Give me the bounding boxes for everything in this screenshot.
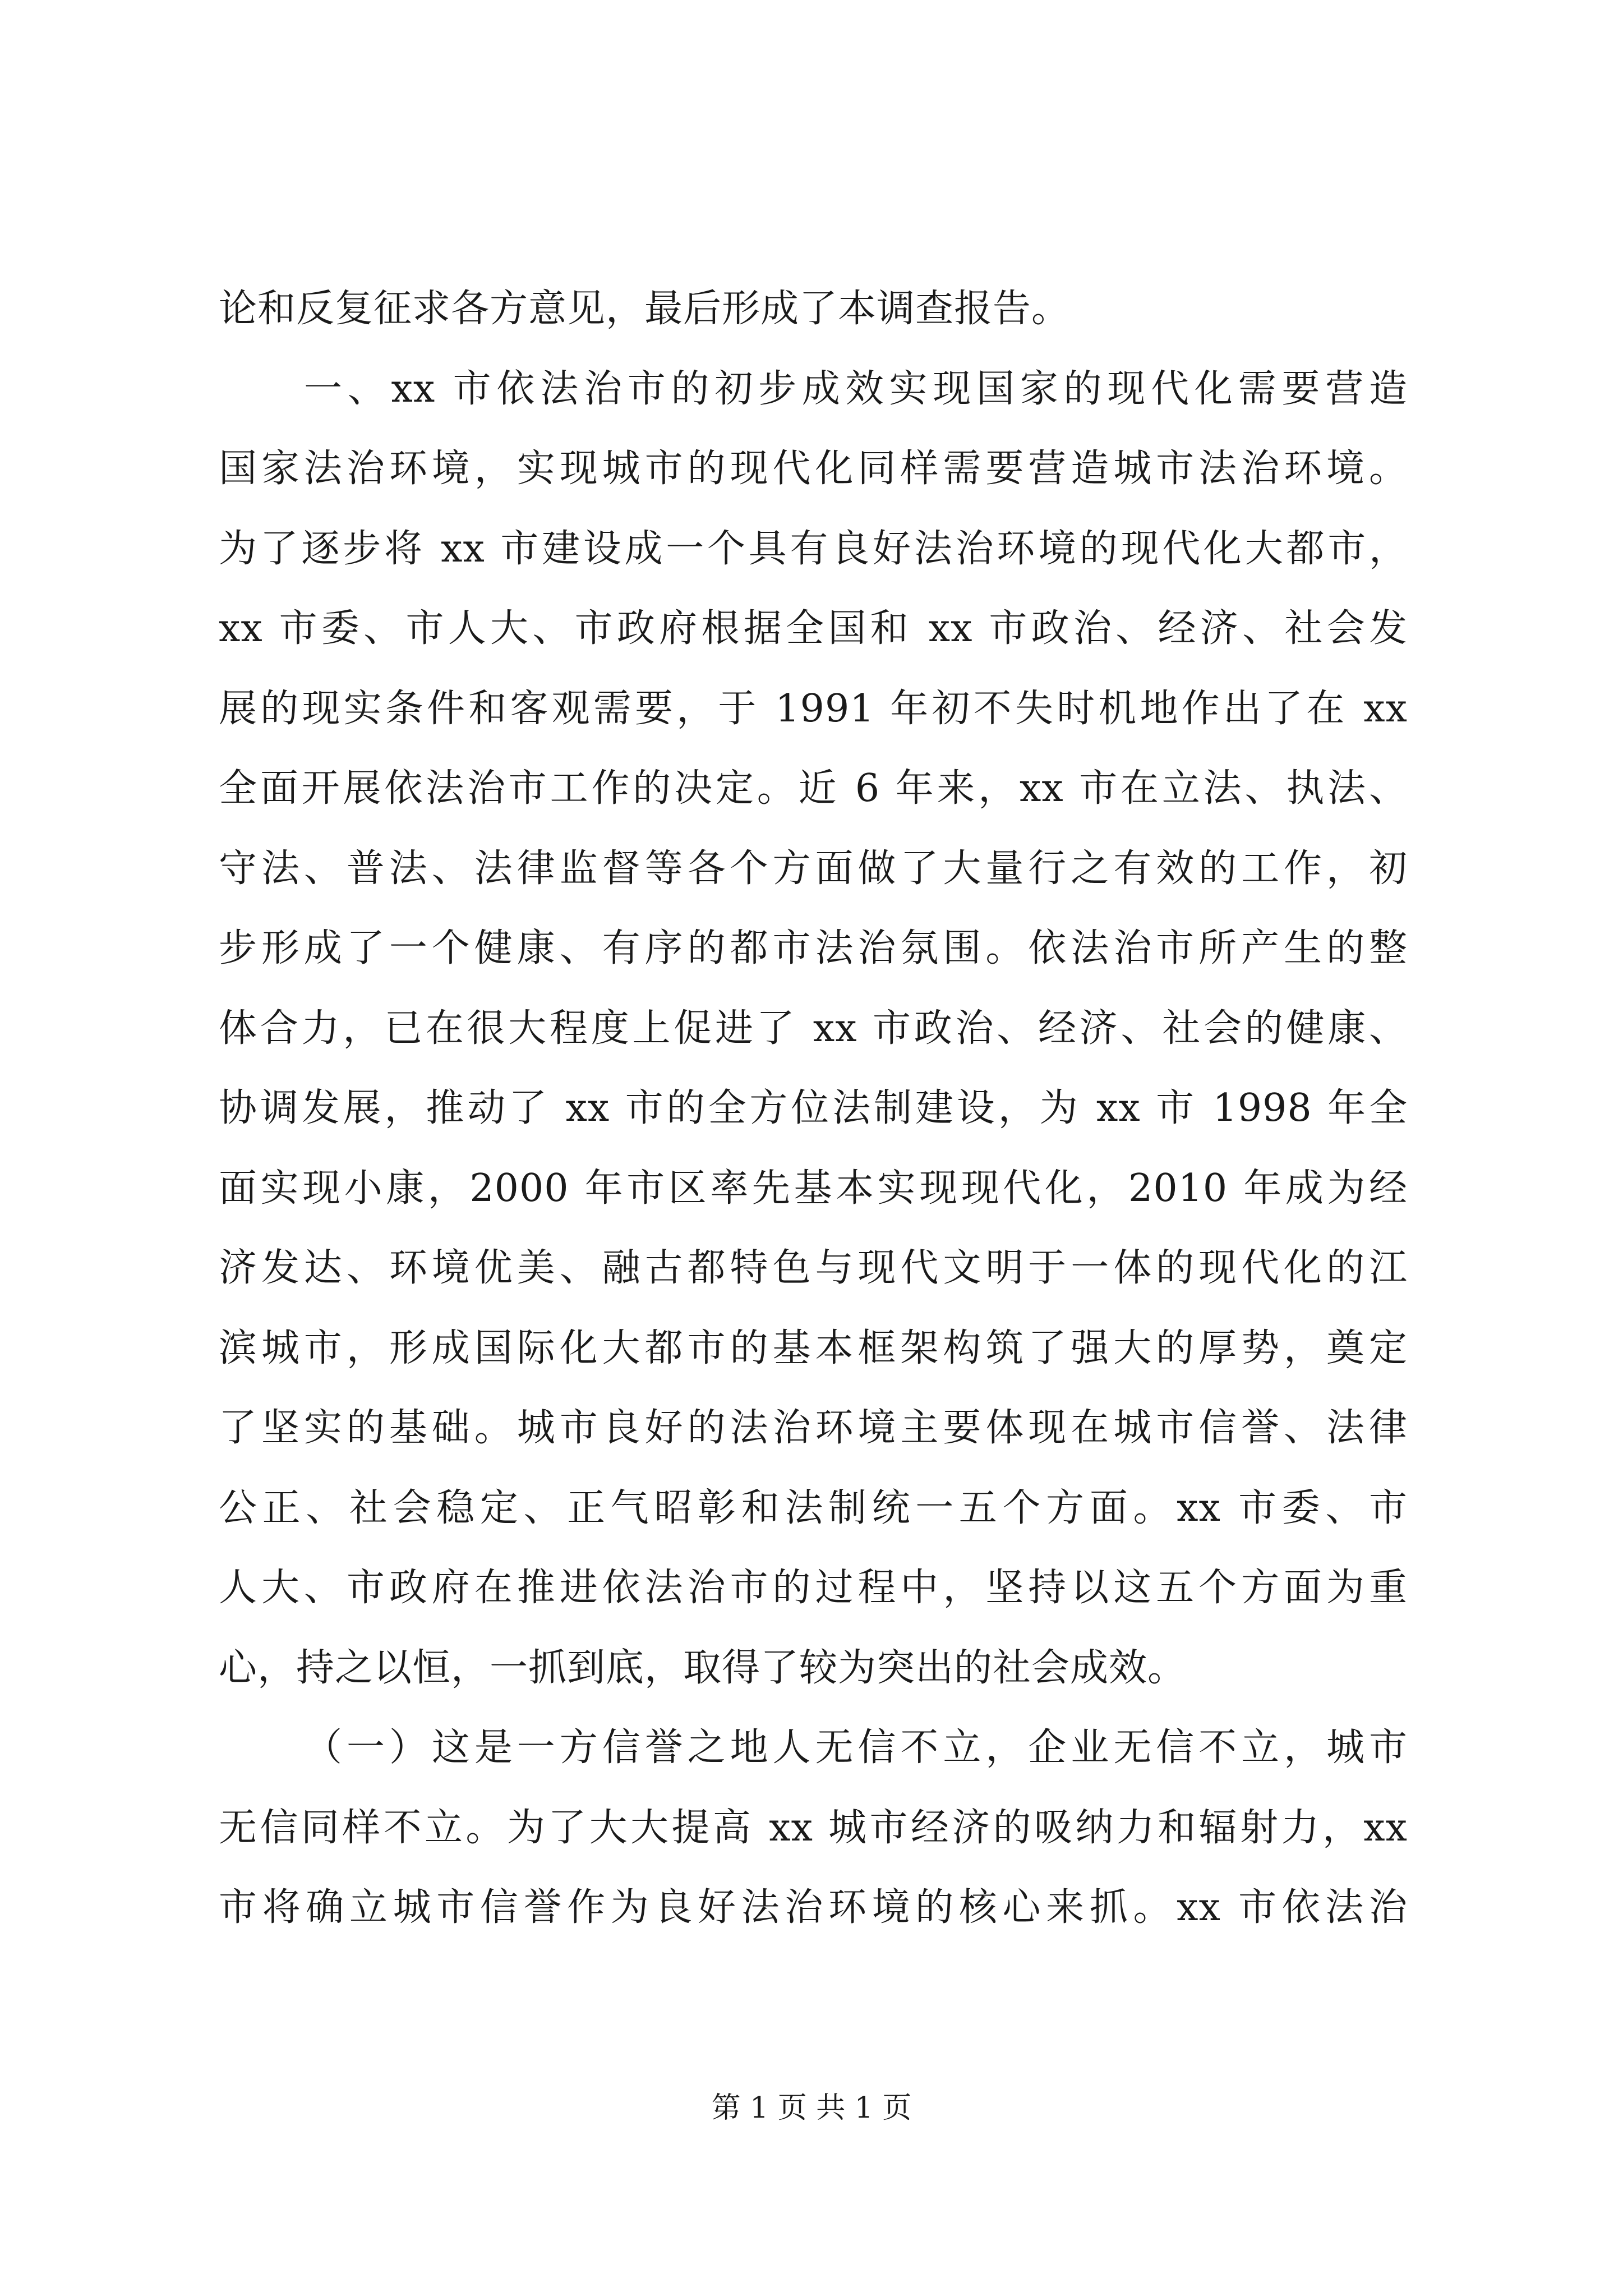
- text-line: 无信同样不立。为了大大提高 xx 城市经济的吸纳力和辐射力，xx: [219, 1805, 1408, 1850]
- text-line: 济发达、环境优美、融古都特色与现代文明于一体的现代化的江: [219, 1246, 1408, 1290]
- text-line: 了坚实的基础。城市良好的法治环境主要体现在城市信誉、法律: [219, 1406, 1408, 1450]
- text-line: 人大、市政府在推进依法治市的过程中，坚持以这五个方面为重: [219, 1566, 1408, 1610]
- page-number-footer: 第 1 页 共 1 页: [711, 2091, 912, 2125]
- text-line: 体合力，已在很大程度上促进了 xx 市政治、经济、社会的健康、: [219, 1006, 1408, 1051]
- text-line: 为了逐步将 xx 市建设成一个具有良好法治环境的现代化大都市，: [219, 526, 1408, 571]
- text-line: 国家法治环境，实现城市的现代化同样需要营造城市法治环境。: [219, 447, 1408, 491]
- body-text: [219, 269, 1408, 1948]
- text-line: 全面开展依法治市工作的决定。近 6 年来，xx 市在立法、执法、: [219, 766, 1408, 811]
- subsection-heading-line: （一）这是一方信誉之地人无信不立，企业无信不立，城市: [304, 1726, 1408, 1770]
- text-line: 面实现小康，2000 年市区率先基本实现现代化，2010 年成为经: [219, 1166, 1408, 1211]
- text-line: 步形成了一个健康、有序的都市法治氛围。依法治市所产生的整: [219, 926, 1408, 970]
- text-line: 公正、社会稳定、正气昭彰和法制统一五个方面。xx 市委、市: [219, 1485, 1408, 1530]
- text-line: 市将确立城市信誉作为良好法治环境的核心来抓。xx 市依法治: [219, 1885, 1408, 1930]
- text-line: 协调发展，推动了 xx 市的全方位法制建设，为 xx 市 1998 年全: [219, 1086, 1408, 1130]
- text-line: 心，持之以恒，一抓到底，取得了较为突出的社会成效。: [219, 1645, 1187, 1690]
- text-line: 展的现实条件和客观需要，于 1991 年初不失时机地作出了在 xx: [219, 686, 1408, 731]
- text-line: 滨城市，形成国际化大都市的基本框架构筑了强大的厚势，奠定: [219, 1326, 1408, 1370]
- text-line: 论和反复征求各方意见，最后形成了本调查报告。: [219, 287, 1071, 331]
- text-line: 守法、普法、法律监督等各个方面做了大量行之有效的工作，初: [219, 846, 1408, 891]
- text-line: xx 市委、市人大、市政府根据全国和 xx 市政治、经济、社会发: [219, 606, 1408, 651]
- section-heading-line: 一、xx 市依法治市的初步成效实现国家的现代化需要营造: [304, 366, 1408, 411]
